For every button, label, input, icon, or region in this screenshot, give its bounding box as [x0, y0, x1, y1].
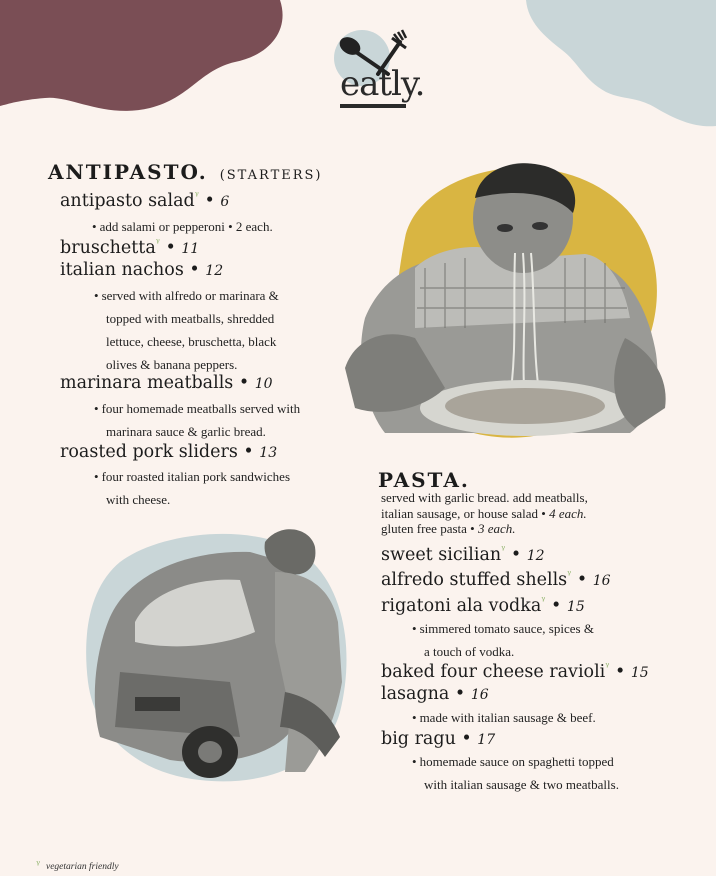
- antipasto-title: ANTIPASTO.: [48, 160, 208, 184]
- sprout-icon: ᵞ: [501, 543, 506, 556]
- pasta-title: PASTA.: [378, 468, 470, 492]
- pasta-intro: served with garlic bread. add meatballs, italian sausage, or house salad • 4 each. gluten free pasta • 3 each.: [381, 490, 588, 536]
- item-name: baked four cheese ravioli: [381, 661, 606, 682]
- item-description: • homemade sauce on spaghetti topped with italian sausage & two meatballs.: [412, 754, 619, 792]
- menu-item-baked-four-cheese-ravioli: baked four cheese ravioli$^ᵞ$ • 15: [381, 660, 649, 682]
- item-price: 12: [526, 547, 545, 564]
- menu-item-big-ragu: big ragu • 17: [381, 729, 496, 749]
- item-price: 16: [470, 687, 489, 703]
- vegetarian-note: vegetarian friendly: [46, 862, 119, 872]
- item-name: sweet sicilian: [381, 544, 502, 565]
- item-description: • four roasted italian pork sandwiches with cheese.: [94, 469, 291, 507]
- item-name: bruschetta: [60, 237, 156, 258]
- sprout-icon: ᵞ: [567, 568, 572, 581]
- menu-item-italian-nachos: italian nachos • 12: [60, 260, 224, 280]
- car-photo: [80, 522, 355, 787]
- maroon-corner-blob: [0, 0, 290, 120]
- item-price: 15: [630, 664, 649, 681]
- item-name: alfredo stuffed shells: [381, 569, 568, 590]
- item-name: antipasto salad: [60, 190, 195, 211]
- menu-item-bruschetta: bruschetta$^ᵞ$ • 11: [60, 236, 200, 258]
- sprout-icon: ᵞ: [541, 594, 546, 607]
- eatly-logo[interactable]: [326, 28, 436, 110]
- item-price: 16: [592, 572, 611, 589]
- item-price: 12: [205, 263, 224, 279]
- item-price: 17: [477, 732, 496, 748]
- item-description: • served with alfredo or marinara & topped with meatballs, shredded lettuce, cheese, bruschetta, black olives & banana peppers.: [94, 288, 279, 372]
- item-name: lasagna: [381, 684, 450, 704]
- sprout-icon: ᵞ: [605, 660, 610, 673]
- item-description: • made with italian sausage & beef.: [412, 710, 596, 725]
- item-name: italian nachos: [60, 260, 184, 280]
- menu-item-marinara-meatballs: marinara meatballs • 10: [60, 373, 273, 393]
- item-price: 11: [181, 240, 200, 257]
- antipasto-subtitle: (STARTERS): [219, 168, 323, 183]
- item-name: marinara meatballs: [60, 373, 234, 393]
- menu-item-alfredo-stuffed-shells: alfredo stuffed shells$^ᵞ$ • 16: [381, 568, 611, 590]
- item-price: 13: [259, 445, 278, 461]
- menu-item-roasted-pork-sliders: roasted pork sliders • 13: [60, 442, 278, 462]
- menu-item-antipasto-salad: antipasto salad$^ᵞ$ • 6: [60, 189, 230, 211]
- menu-item-lasagna: lasagna • 16: [381, 684, 489, 704]
- item-description: • four homemade meatballs served with marinara sauce & garlic bread.: [94, 401, 301, 439]
- sprout-icon: ᵞ: [194, 189, 199, 202]
- item-description: • add salami or pepperoni • 2 each.: [92, 219, 273, 234]
- spaghetti-photo: [345, 158, 675, 458]
- logo-wordmark: eatly.: [340, 64, 425, 104]
- menu-item-sweet-sicilian: sweet sicilian$^ᵞ$ • 12: [381, 543, 545, 565]
- pasta-heading: [378, 468, 470, 492]
- item-price: 15: [566, 598, 585, 615]
- sprout-icon: ᵞ: [36, 858, 41, 871]
- item-description: • simmered tomato sauce, spices & a touch of vodka.: [412, 621, 594, 659]
- logo-underline: [340, 104, 406, 108]
- sprout-icon: ᵞ: [155, 236, 160, 249]
- item-price: 10: [254, 376, 273, 392]
- blue-corner-blob: [526, 0, 716, 130]
- item-name: rigatoni ala vodka: [381, 595, 542, 616]
- menu-item-rigatoni-ala-vodka: rigatoni ala vodka$^ᵞ$ • 15: [381, 594, 585, 616]
- antipasto-heading: [48, 160, 323, 184]
- item-name: roasted pork sliders: [60, 442, 238, 462]
- item-name: big ragu: [381, 729, 456, 749]
- item-price: 6: [220, 193, 230, 210]
